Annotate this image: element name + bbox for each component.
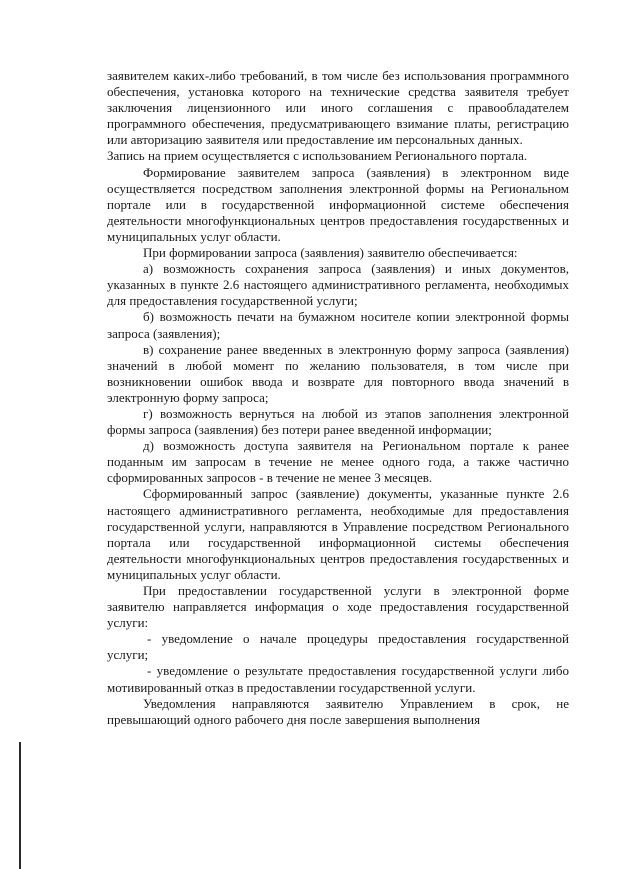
list-item-start-notice: - уведомление о начале процедуры предоставления государственной услуги;	[107, 631, 569, 663]
paragraph-provided-list-intro: При формировании запроса (заявления) заявителю обеспечивается:	[143, 245, 518, 261]
scan-edge-line	[19, 742, 21, 869]
document-body	[107, 68, 569, 728]
list-item-g: г) возможность вернуться на любой из этапов заполнения электронной формы запроса (заявления) без потери ранее введенной информации;	[107, 405, 569, 438]
paragraph-electronic-info: При предоставлении государственной услуги в электронной форме заявителю направляется информация о ходе предоставления государственной услуги:	[107, 583, 569, 631]
paragraph-continuation: заявителем каких-либо требований, в том числе без использования программного обеспечения, установка которого на технические средства заявителя требует заключения лицензионного или иного соглашения с правообладателем программного обеспечения, предусматривающего взимание платы, регистрацию или авторизацию заявителя или предоставление им персональных данных.	[107, 68, 569, 148]
paragraph-request-sent: Сформированный запрос (заявление) документы, указанные пункте 2.6 настоящего административного регламента, необходимые для предоставления государственной услуги, направляются в Управление посредством Регионального портала или государственной информационной системы обеспечения деятельности многофункциональных центров предоставления государственных и муниципальных услуг области.	[107, 486, 569, 582]
list-item-b: б) возможность печати на бумажном носителе копии электронной формы запроса (заявления);	[107, 309, 569, 341]
list-item-result-notice: - уведомление о результате предоставления государственной услуги либо мотивированный отказ в предоставлении государственной услуги.	[107, 663, 569, 695]
list-item-v: в) сохранение ранее введенных в электронную форму запроса (заявления) значений в любой момент по желанию пользователя, в том числе при возникновении ошибок ввода и возврате для повторного ввода значений в электронную форму запроса;	[107, 341, 569, 405]
paragraph-appointment: Запись на прием осуществляется с использованием Регионального портала.	[107, 148, 528, 164]
list-item-d: д) возможность доступа заявителя на Региональном портале к ранее поданным им запросам в течение не менее одного года, а также частично сформированных запросов - в течение не менее 3 месяцев.	[107, 438, 569, 486]
paragraph-notice-deadline: Уведомления направляются заявителю Управлением в срок, не превышающий одного рабочего дня после завершения выполнения	[107, 695, 569, 727]
list-item-a: а) возможность сохранения запроса (заявления) и иных документов, указанных в пункте 2.6 настоящего административного регламента, необходимых для предоставления государственной услуги;	[107, 261, 569, 309]
paragraph-request-forming: Формирование заявителем запроса (заявления) в электронном виде осуществляется посредством заполнения электронной формы на Региональном портале или в государственной информационной системе обеспечения деятельности многофункциональных центров предоставления государственных и муниципальных услуг области.	[107, 164, 569, 244]
